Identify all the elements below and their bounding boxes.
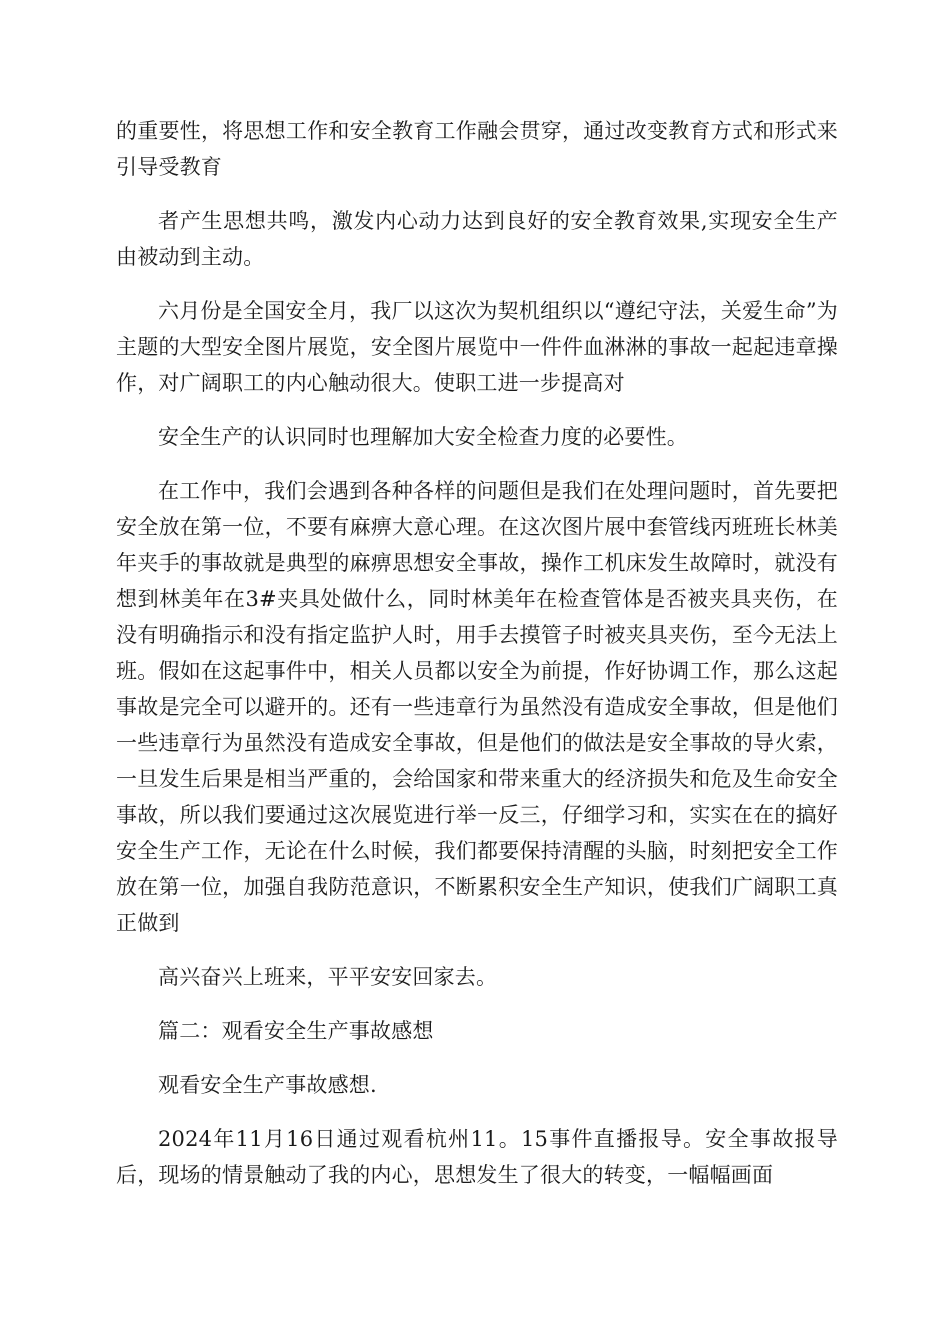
paragraph-1: 的重要性，将思想工作和安全教育工作融会贯穿，通过改变教育方式和形式来引导受教育: [116, 119, 838, 179]
paragraph-6: 高兴奋兴上班来，平平安安回家去。: [158, 965, 498, 989]
document-body: [116, 113, 838, 1211]
paragraph-9: 2024年11月16日通过观看杭州11。15事件直播报导。安全事故报导后，现场的情景触动了我的内心，思想发生了很大的转变，一幅幅画面: [116, 1127, 838, 1187]
paragraph-3: 六月份是全国安全月，我厂以这次为契机组织以“遵纪守法，关爱生命”为主题的大型安全图片展览，安全图片展览中一件件血淋淋的事故一起起违章操作，对广阔职工的内心触动很大。使职工进一步提高对: [116, 299, 838, 395]
paragraph-5: 在工作中，我们会遇到各种各样的问题但是我们在处理问题时，首先要把安全放在第一位，不要有麻痹大意心理。在这次图片展中套管线丙班班长林美年夹手的事故就是典型的麻痹思想安全事故，操作工机床发生故障时，就没有想到林美年在3#夹具处做什么，同时林美年在检查管体是否被夹具夹伤，在没有明确指示和没有指定监护人时，用手去摸管子时被夹具夹伤，至今无法上班。假如在这起事件中，相关人员都以安全为前提，作好协调工作，那么这起事故是完全可以避开的。还有一些违章行为虽然没有造成安全事故，但是他们一些违章行为虽然没有造成安全事故，但是他们的做法是安全事故的导火索，一旦发生后果是相当严重的，会给国家和带来重大的经济损失和危及生命安全事故，所以我们要通过这次展览进行举一反三，仔细学习和，实实在在的搞好安全生产工作，无论在什么时候，我们都要保持清醒的头脑，时刻把安全工作放在第一位，加强自我防范意识，不断累积安全生产知识，使我们广阔职工真正做到: [116, 479, 838, 935]
paragraph-2: 者产生思想共鸣，激发内心动力达到良好的安全教育效果,实现安全生产由被动到主动。: [116, 209, 838, 269]
section-heading: 篇二：观看安全生产事故感想: [158, 1019, 434, 1043]
section-subtitle: 观看安全生产事故感想.: [158, 1073, 377, 1097]
paragraph-4: 安全生产的认识同时也理解加大安全检查力度的必要性。: [158, 425, 688, 449]
